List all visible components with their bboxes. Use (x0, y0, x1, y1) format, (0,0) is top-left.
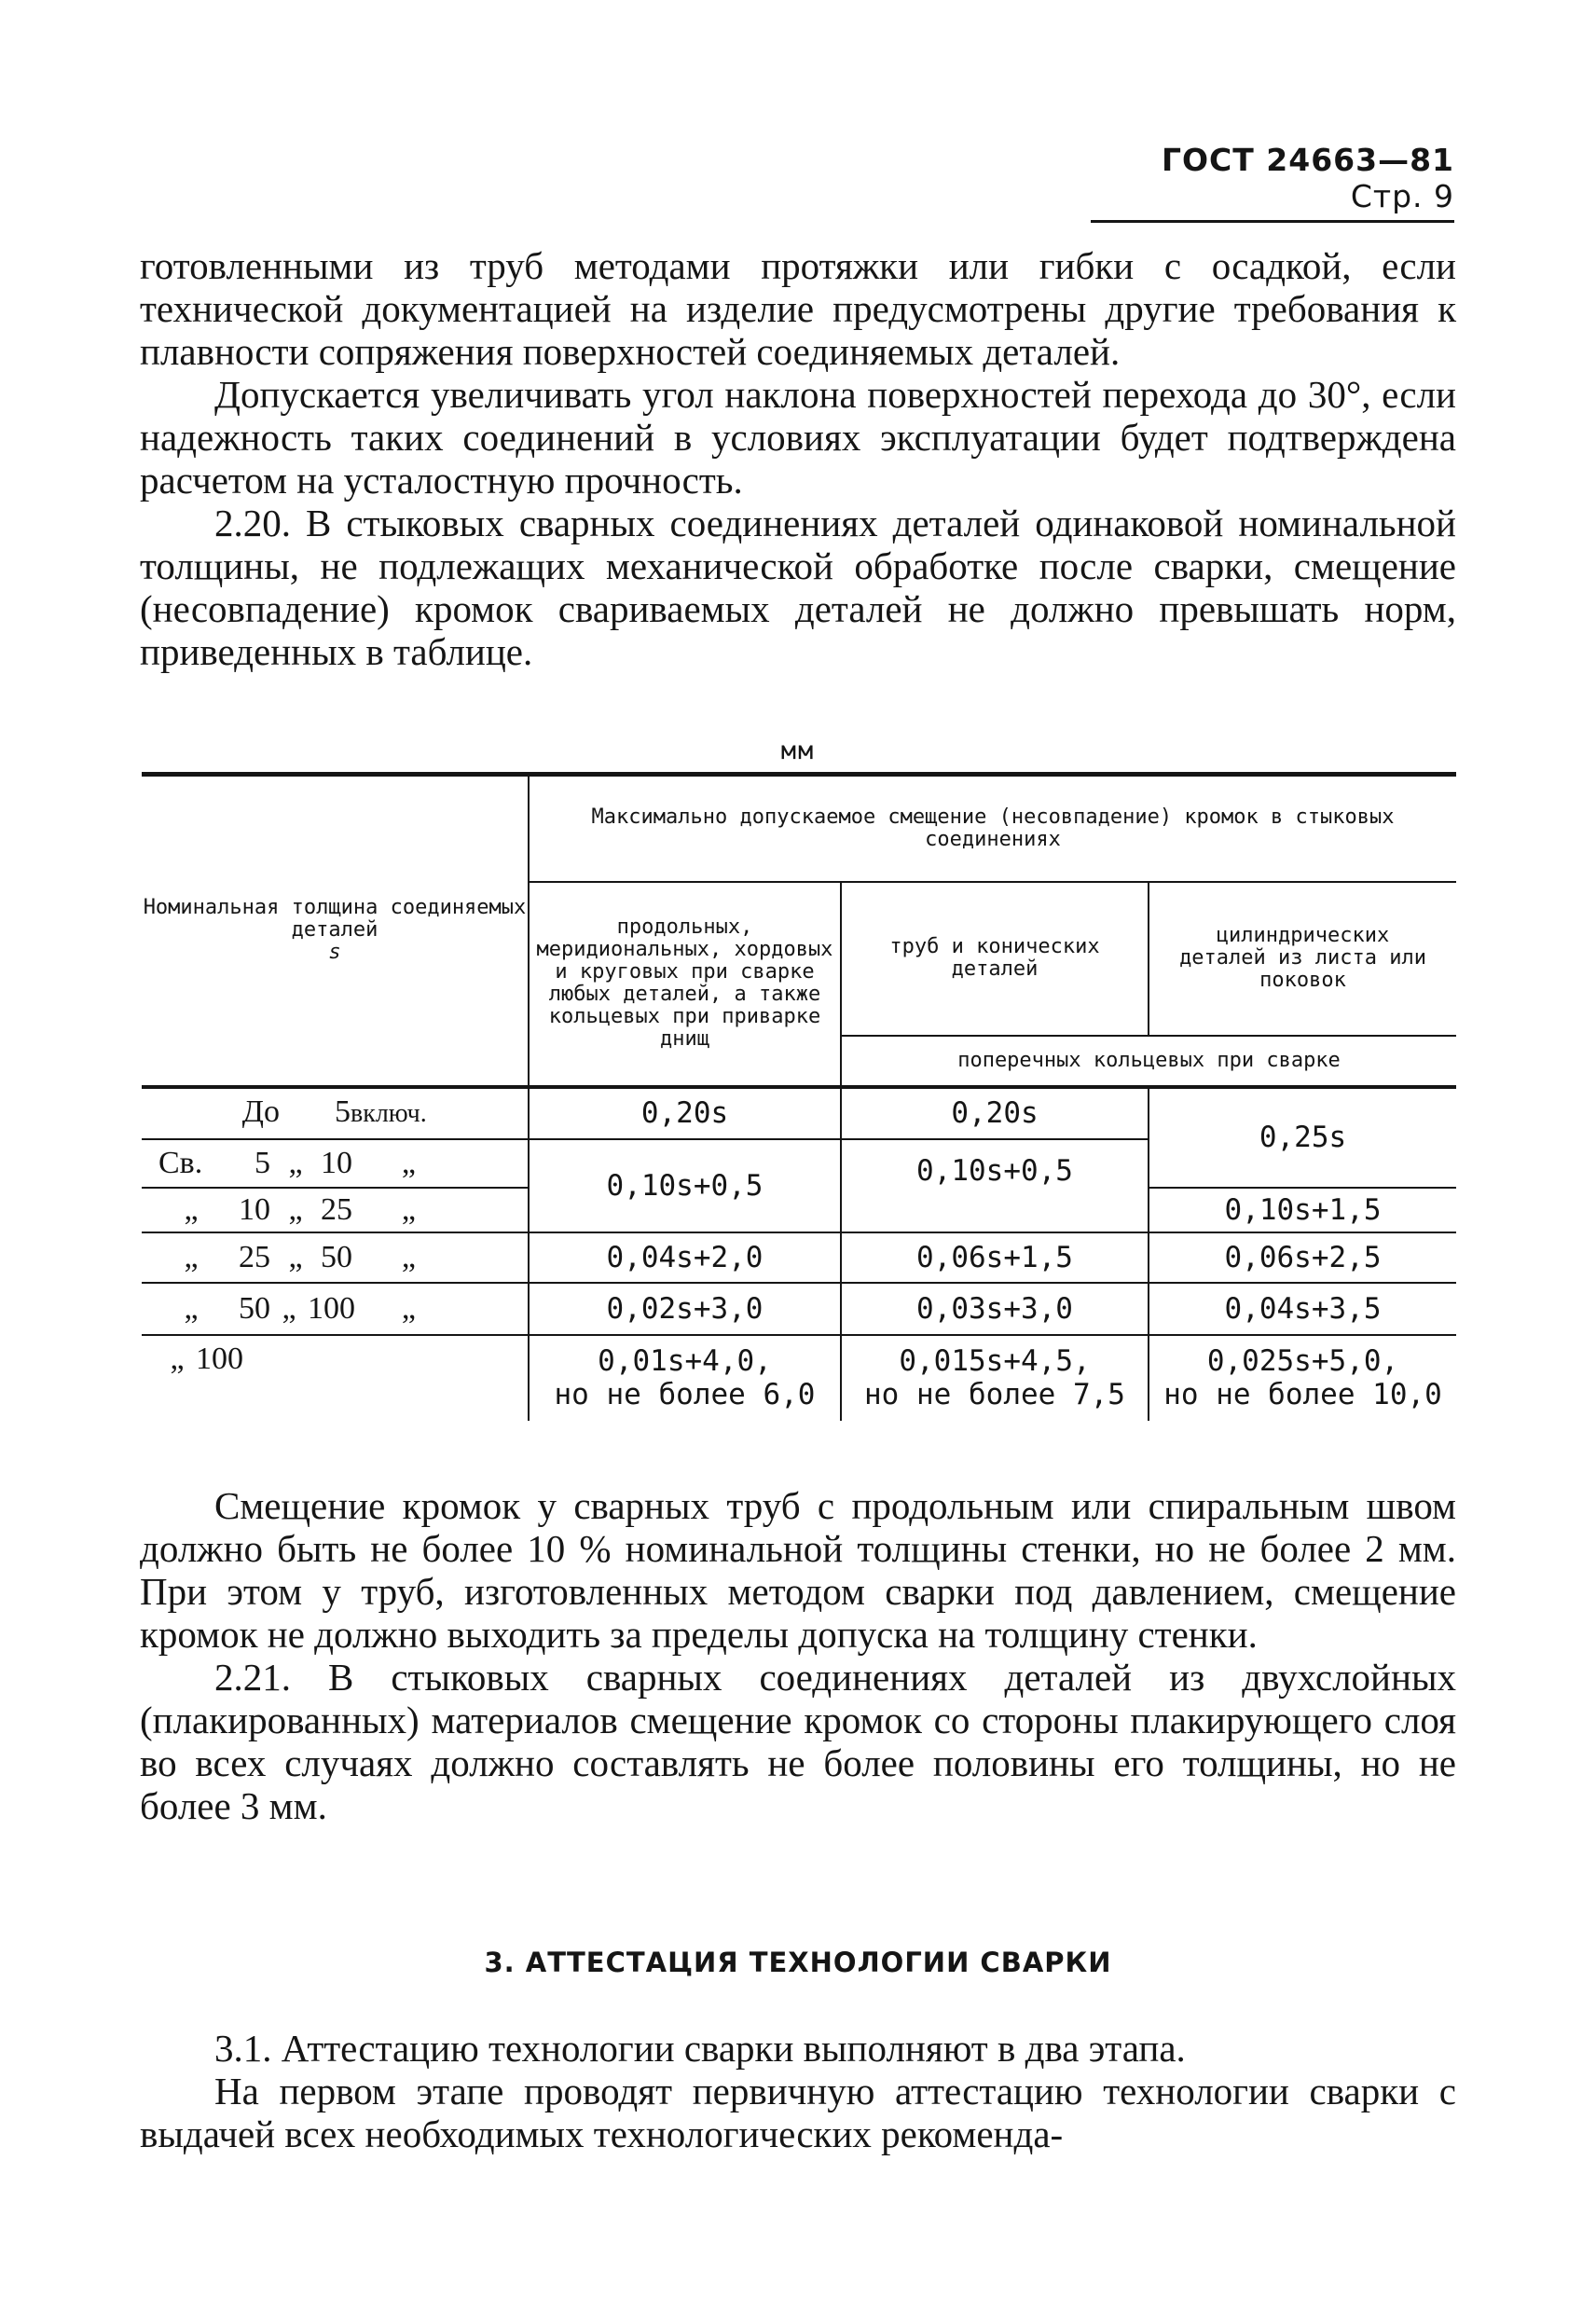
header-col-cylindrical: цилиндрических деталей из листа или поковок (1149, 882, 1456, 1036)
value-r5-c3: 0,04s+3,5 (1149, 1283, 1456, 1335)
value-r3-c3: 0,10s+1,5 (1149, 1188, 1456, 1232)
value-r6-c1: 0,01s+4,0, но не более 6,0 (529, 1335, 841, 1421)
header-col-pipes: труб и конических деталей (841, 882, 1149, 1036)
top-text-block (140, 244, 1456, 673)
value-r6-c3: 0,025s+5,0, но не более 10,0 (1149, 1335, 1456, 1421)
value-r4-c2: 0,06s+1,5 (841, 1232, 1149, 1283)
row-thickness-5: „ 50 „ 100 „ (142, 1283, 529, 1335)
value-r4-c1: 0,04s+2,0 (529, 1232, 841, 1283)
paragraph-2-21: 2.21. В стыковых сварных соединениях деталей из двухслойных (плакированных) материалов смещение кромок со стороны плакирующего слоя во всех случаях должно составлять не более половины его толщины, но не более 3 мм. (140, 1656, 1456, 1827)
value-r23-c1: 0,10s+0,5 (529, 1139, 841, 1232)
value-r12-c3: 0,25s (1149, 1087, 1456, 1188)
row-thickness-2: Св. 5 „ 10 „ (142, 1139, 529, 1188)
header-max-offset: Максимально допускаемое смещение (несовпадение) кромок в стыковых соединениях (529, 775, 1456, 882)
row-thickness-3: „ 10 „ 25 „ (142, 1188, 529, 1232)
header-col-longitudinal: продольных, меридиональных, хордовых и круговых при сварке любых деталей, а также кольцевых при приварке днищ (529, 882, 841, 1087)
section-3 (140, 1947, 1456, 1978)
standard-number: ГОСТ 24663—81 (1161, 142, 1454, 178)
table-unit: мм (780, 736, 816, 765)
section-title: 3. АТТЕСТАЦИЯ ТЕХНОЛОГИИ СВАРКИ (484, 1947, 1112, 1978)
section-3-text (140, 2027, 1456, 2155)
value-r6-c2: 0,015s+4,5, но не более 7,5 (841, 1335, 1149, 1421)
value-r1-c2: 0,20s (841, 1087, 1149, 1139)
value-r4-c3: 0,06s+2,5 (1149, 1232, 1456, 1283)
thickness-symbol: s (328, 941, 341, 965)
row-thickness-6: „ 100 (170, 1341, 243, 1376)
offset-table (142, 772, 1456, 1421)
paragraph-3-1: 3.1. Аттестацию технологии сварки выполняют в два этапа. (214, 2027, 1186, 2070)
paragraph-continuation: готовленными из труб методами протяжки или гибки с осадкой, если технической документацией на изделие предусмотрены другие требования к плавности сопряжения поверхностей соединяемых деталей. (140, 244, 1456, 373)
value-r5-c2: 0,03s+3,0 (841, 1283, 1149, 1335)
page-header (1091, 142, 1454, 223)
row-thickness-4: „ 25 „ 50 „ (142, 1232, 529, 1283)
row-thickness-1: До 5включ. (142, 1087, 529, 1139)
page-number: Стр. 9 (1350, 178, 1454, 214)
paragraph-first-stage: На первом этапе проводят первичную аттестацию технологии сварки с выдачей всех необходимых технологических рекоменда- (140, 2070, 1456, 2155)
value-r5-c1: 0,02s+3,0 (529, 1283, 841, 1335)
paragraph-pipe-offset: Смещение кромок у сварных труб с продольным или спиральным швом должно быть не более 10 % номинальной толщины стенки, но не более 2 мм. При этом у труб, изготовленных методом сварки под давлением, смещение кромок не должно выходить за пределы допуска на толщину стенки. (140, 1484, 1456, 1656)
header-col-transverse: поперечных кольцевых при сварке (841, 1036, 1456, 1087)
paragraph-angle: Допускается увеличивать угол наклона поверхностей перехода до 30°, если надежность таких соединений в условиях эксплуатации будет подтверждена расчетом на усталостную прочность. (140, 373, 1456, 502)
header-thickness: Номинальная толщина соединяемых деталей s (142, 775, 529, 1087)
value-r1-c1: 0,20s (529, 1087, 841, 1139)
bottom-text-block (140, 1484, 1456, 1827)
value-r23-c2: 0,10s+0,5 (841, 1139, 1149, 1232)
paragraph-2-20: 2.20. В стыковых сварных соединениях деталей одинаковой номинальной толщины, не подлежащих механической обработке после сварки, смещение (несовпадение) кромок свариваемых деталей не должно превышать норм, приведенных в таблице. (140, 502, 1456, 673)
